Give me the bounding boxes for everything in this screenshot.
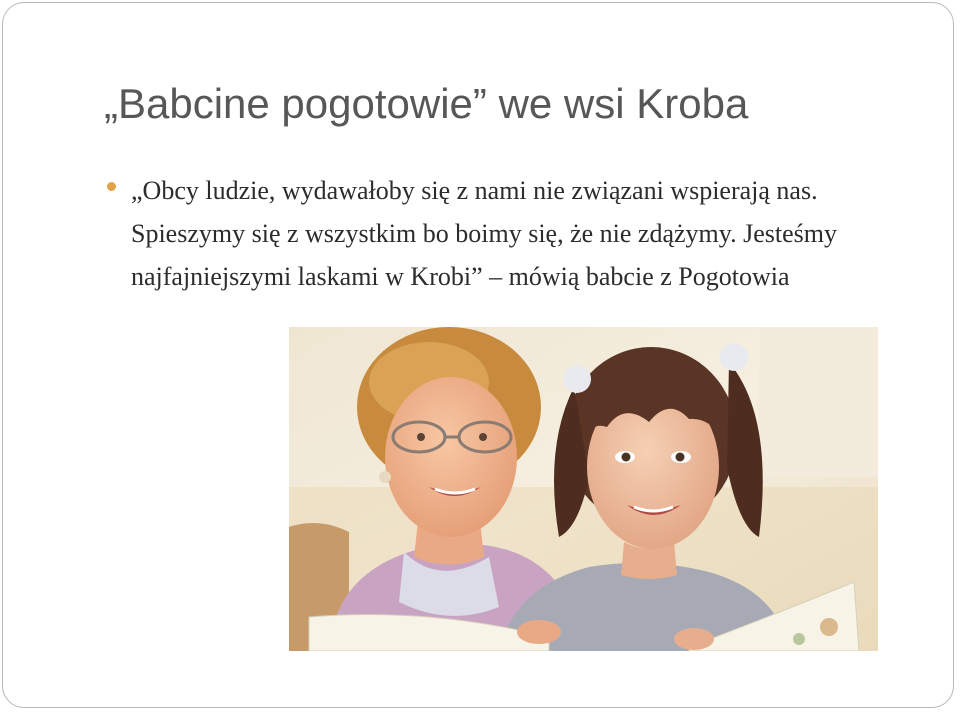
slide-title: „Babcine pogotowie” we wsi Kroba	[104, 80, 749, 127]
bullet-point-icon	[107, 182, 116, 191]
bullet-text: „Obcy ludzie, wydawałoby się z nami nie związani wspierają nas. Spieszymy się z wszystkim bo boimy się, że nie zdążymy. Jesteśmy najfajniejszymi laskami w Krobi” – mówią babcie z Pogotowia	[131, 176, 837, 291]
grandmother-and-girl-reading-photo	[289, 327, 878, 651]
